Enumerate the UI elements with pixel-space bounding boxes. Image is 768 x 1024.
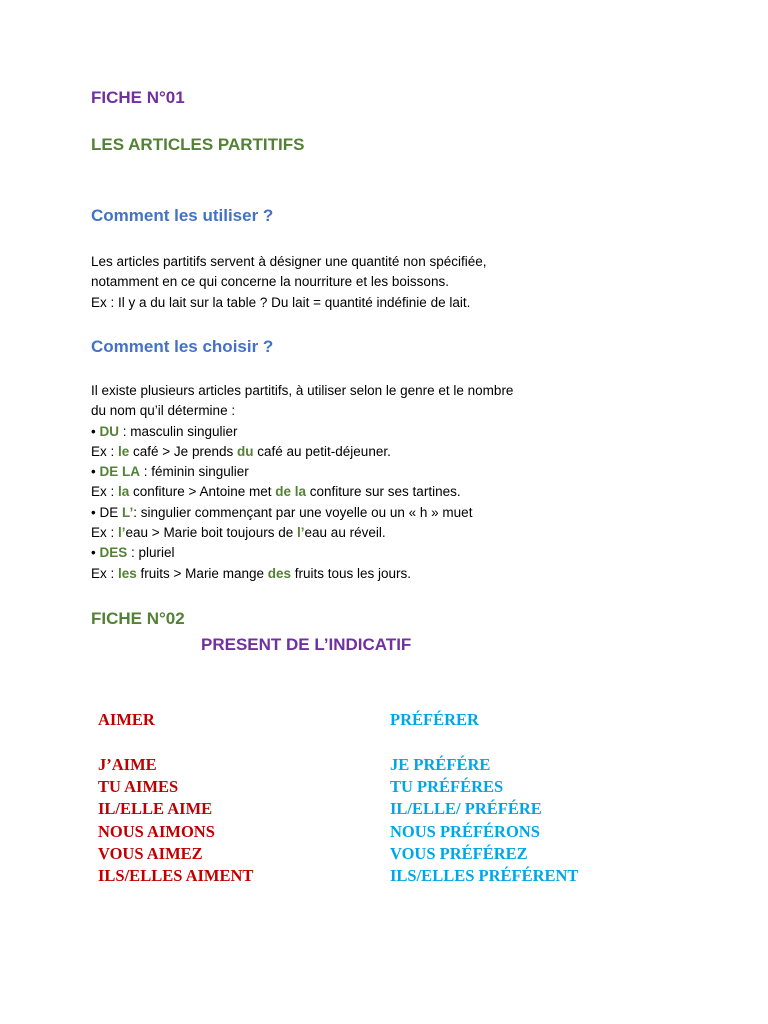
conjugation-form: NOUS AIMONS — [98, 821, 215, 841]
conjugation-form: VOUS AIMEZ — [98, 843, 203, 863]
example-article: l’ — [118, 525, 126, 541]
article-item — [91, 462, 513, 482]
bullet: • — [91, 545, 100, 561]
example-text: fruits tous les jours. — [291, 565, 412, 581]
article-keyword: DU — [99, 423, 119, 439]
section1-line: notamment en ce qui concerne la nourriture et les boissons. — [91, 274, 449, 290]
conjugation-form: TU PRÉFÉRES — [390, 777, 504, 797]
example-text: fruits > Marie mange — [136, 565, 268, 581]
conjugation-form: NOUS PRÉFÉRONS — [390, 821, 540, 841]
article-keyword: DE LA — [99, 464, 140, 480]
article-item — [91, 503, 513, 523]
section1-line: Les articles partitifs servent à désigner une quantité non spécifiée, — [91, 254, 487, 269]
article-keyword: L’ — [121, 504, 134, 520]
example-partitive: l’ — [297, 525, 305, 541]
verb1-infinitive: AIMER — [98, 710, 155, 729]
example-text: eau > Marie boit toujours de — [125, 525, 298, 541]
verb1-conjugation — [98, 754, 253, 887]
conjugation-form: VOUS PRÉFÉREZ — [390, 843, 528, 863]
fiche1-heading: FICHE N°01 — [91, 88, 185, 107]
section1-line: Ex : Il y a du lait sur la table ? Du lait = quantité indéfinie de lait. — [91, 294, 471, 310]
conjugation-form: J’AIME — [98, 755, 157, 774]
article-example — [91, 523, 513, 543]
article-item — [91, 543, 513, 563]
article-description: : pluriel — [127, 545, 175, 561]
example-article: la — [118, 484, 130, 500]
bullet: • — [91, 423, 100, 439]
article-example — [91, 482, 513, 502]
conjugation-form: ILS/ELLES AIMENT — [98, 865, 254, 885]
example-prefix: Ex : — [91, 443, 119, 459]
example-text: confiture > Antoine met — [129, 484, 276, 500]
fiche2-title: PRESENT DE L’INDICATIF — [201, 635, 412, 654]
example-text: café > Je prends — [129, 443, 237, 459]
example-prefix: Ex : — [91, 565, 119, 581]
article-description: : féminin singulier — [139, 464, 249, 480]
verb2-conjugation — [390, 754, 578, 887]
section2-intro-line: Il existe plusieurs articles partitifs, à utiliser selon le genre et le nombre — [91, 383, 514, 398]
fiche1-title: LES ARTICLES PARTITIFS — [91, 135, 305, 154]
fiche2-heading: FICHE N°02 — [91, 609, 185, 628]
article-example — [91, 564, 513, 584]
article-item — [91, 422, 513, 442]
example-text: café au petit-déjeuner. — [253, 443, 391, 459]
example-text: confiture sur ses tartines. — [306, 484, 461, 500]
section1-paragraph — [91, 252, 486, 313]
section1-heading: Comment les utiliser ? — [91, 206, 274, 225]
example-prefix: Ex : — [91, 525, 119, 541]
article-example — [91, 442, 513, 462]
conjugation-form: JE PRÉFÉRE — [390, 755, 491, 774]
conjugation-form: TU AIMES — [98, 777, 179, 797]
example-partitive: de la — [275, 484, 307, 500]
article-keyword: DES — [99, 545, 128, 561]
example-article: le — [118, 443, 130, 459]
example-text: eau au réveil. — [304, 525, 386, 541]
conjugation-form: ILS/ELLES PRÉFÉRENT — [390, 865, 579, 885]
section2-intro-line: du nom qu’il détermine : — [91, 403, 236, 419]
section2-paragraph — [91, 381, 513, 584]
article-description: : singulier commençant par une voyelle ou un « h » muet — [133, 504, 473, 520]
verb2-infinitive: PRÉFÉRER — [390, 710, 479, 729]
conjugation-form: IL/ELLE AIME — [98, 799, 213, 819]
example-article: les — [118, 565, 137, 581]
bullet: • — [91, 464, 100, 480]
conjugation-form: IL/ELLE/ PRÉFÉRE — [390, 799, 542, 819]
example-partitive: du — [236, 443, 254, 459]
example-prefix: Ex : — [91, 484, 119, 500]
example-partitive: des — [267, 565, 291, 581]
section2-heading: Comment les choisir ? — [91, 337, 274, 356]
bullet: • DE — [91, 504, 122, 520]
article-description: : masculin singulier — [118, 423, 238, 439]
